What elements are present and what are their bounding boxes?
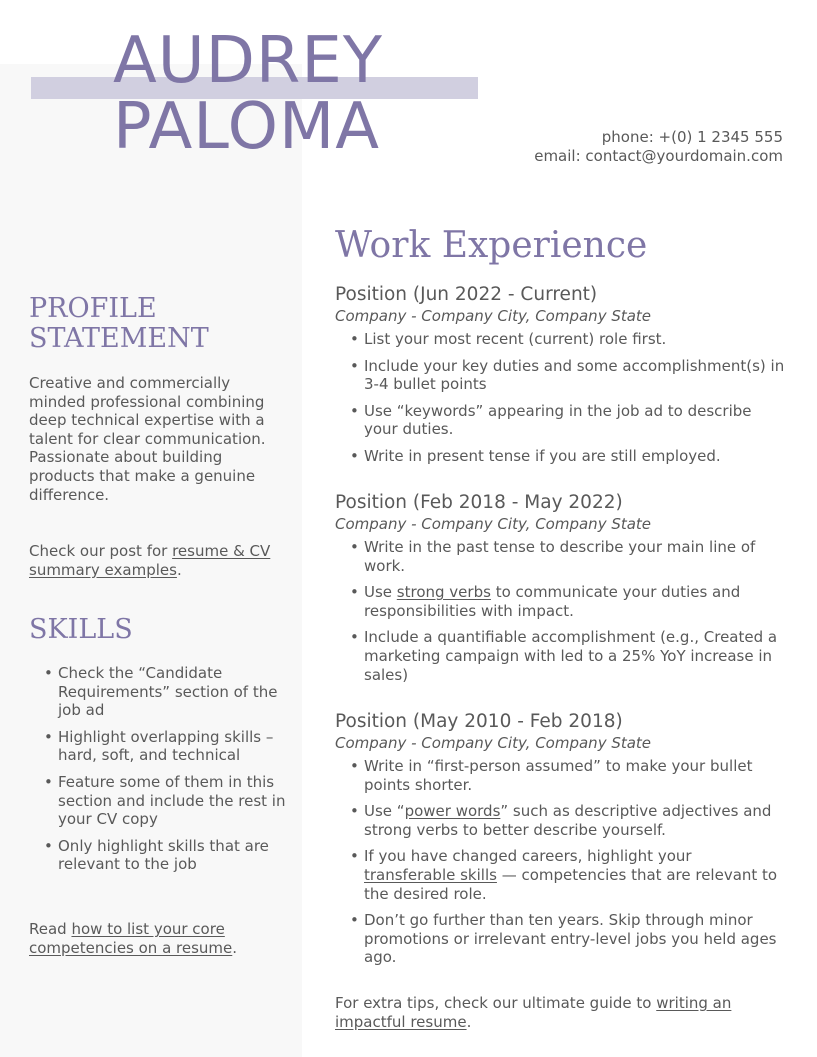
- duty-item: • Include your key duties and some accomplishment(s) in 3-4 bullet points: [364, 357, 787, 394]
- duty-item: • Use “keywords” appearing in the job ad to describe your duties.: [364, 402, 787, 439]
- phone-text: phone: +(0) 1 2345 555: [601, 128, 783, 146]
- profile-heading: [29, 294, 289, 354]
- skills-list: [29, 664, 298, 882]
- duty-item: • List your most recent (current) role first.: [364, 330, 787, 349]
- skills-read-prefix: Read: [29, 920, 72, 938]
- skills-heading: SKILLS: [29, 614, 133, 645]
- job-entry-2: [335, 492, 787, 692]
- profile-heading-line2: STATEMENT: [29, 323, 209, 354]
- duty-item: [364, 847, 787, 903]
- contact-info: [534, 128, 783, 166]
- job-entry-3: [335, 711, 787, 975]
- job-title: Position (May 2010 - Feb 2018): [335, 711, 623, 732]
- skill-item: • Feature some of them in this section and include the rest in your CV copy: [58, 773, 298, 829]
- profile-link-prefix: Check our post for: [29, 542, 173, 560]
- job-company: Company - Company City, Company State: [335, 734, 652, 752]
- power-words-link[interactable]: power words: [404, 802, 501, 821]
- first-name: AUDREY: [113, 24, 383, 98]
- transferable-skills-link[interactable]: transferable skills: [364, 865, 497, 884]
- duty-item: • Write in the past tense to describe your main line of work.: [364, 538, 787, 575]
- profile-summary-link-paragraph: [29, 542, 279, 579]
- duty-item: • Don’t go further than ten years. Skip through minor promotions or irrelevant entry-level jobs you held ages ago.: [364, 911, 787, 967]
- duty-item: [364, 802, 787, 839]
- skill-item: • Check the “Candidate Requirements” section of the job ad: [58, 664, 298, 720]
- job-entry-1: [335, 284, 787, 474]
- profile-statement: Creative and commercially minded professional combining deep technical expertise with a talent for clear communication. Passionate about building products that make a genuine difference.: [29, 374, 266, 504]
- duty-list: [335, 757, 787, 967]
- job-title: Position (Feb 2018 - May 2022): [335, 492, 623, 513]
- skill-item: • Only highlight skills that are relevant to the job: [58, 837, 298, 874]
- impactful-resume-guide-link[interactable]: writing an impactful resume: [335, 994, 732, 1031]
- job-title: Position (Jun 2022 - Current): [335, 284, 598, 305]
- duty-text-pre: Use “: [364, 802, 405, 821]
- resume-summary-examples-link[interactable]: resume & CV summary examples: [29, 542, 271, 579]
- duty-item: [364, 583, 787, 620]
- core-competencies-link[interactable]: how to list your core competencies on a resume: [29, 920, 233, 957]
- duty-text-post: to communicate your duties and responsibilities with impact.: [364, 583, 741, 620]
- skills-read-paragraph: [29, 920, 279, 957]
- skills-read-suffix: .: [232, 938, 238, 957]
- duty-list: [335, 330, 787, 466]
- skill-item: • Highlight overlapping skills – hard, soft, and technical: [58, 728, 298, 765]
- job-company: Company - Company City, Company State: [335, 515, 652, 533]
- email-text: email: contact@yourdomain.com: [534, 147, 783, 165]
- strong-verbs-link[interactable]: strong verbs: [396, 583, 491, 602]
- duty-item: • Include a quantifiable accomplishment (e.g., Created a marketing campaign with led to a 25% YoY increase in sales): [364, 628, 787, 684]
- duty-item: • Write in “first-person assumed” to make your bullet points shorter.: [364, 757, 787, 794]
- last-name: PALOMA: [113, 90, 381, 164]
- candidate-name: [113, 24, 383, 164]
- work-experience-heading: Work Experience: [335, 225, 648, 266]
- duty-text-post: ” such as descriptive adjectives and strong verbs to better describe yourself.: [364, 802, 772, 839]
- duty-item: • Write in present tense if you are still employed.: [364, 447, 787, 466]
- footer-tip-suffix: .: [466, 1012, 472, 1031]
- footer-tip-paragraph: [335, 994, 775, 1031]
- job-company: Company - Company City, Company State: [335, 307, 652, 325]
- profile-link-suffix: .: [176, 560, 182, 579]
- footer-tip-prefix: For extra tips, check our ultimate guide to: [335, 994, 657, 1012]
- duty-text-pre: If you have changed careers, highlight your: [364, 847, 692, 866]
- profile-heading-line1: PROFILE: [29, 293, 157, 324]
- duty-text-post: — competencies that are relevant to the desired role.: [364, 865, 778, 903]
- duty-list: [335, 538, 787, 684]
- duty-text-pre: Use: [364, 583, 397, 602]
